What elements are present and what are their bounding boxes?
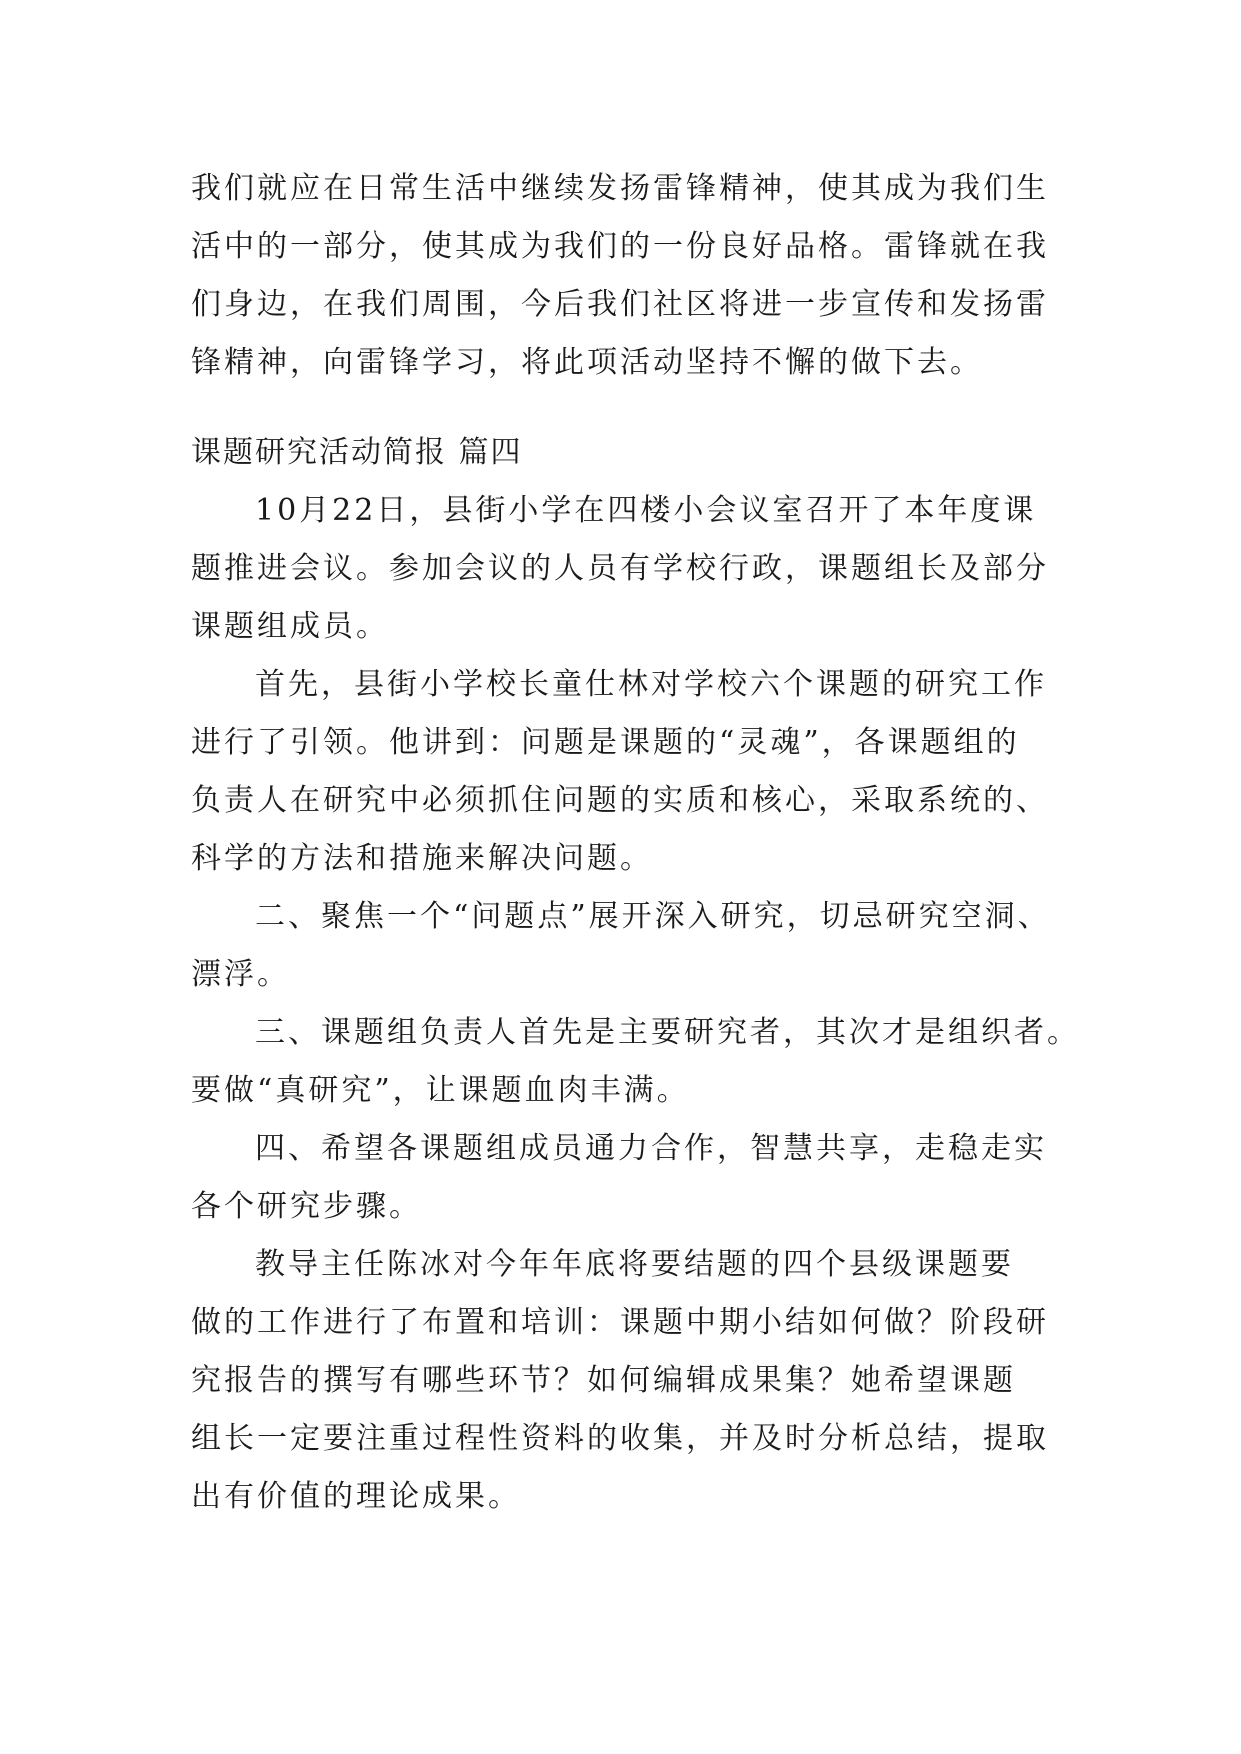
text-line: 二、聚焦一个“问题点”展开深入研究，切忌研究空洞、 <box>255 899 1051 934</box>
paragraph-meeting-intro <box>191 482 1071 656</box>
text-line: 各个研究步骤。 <box>191 1189 422 1224</box>
text-line: 四、希望各课题组成员通力合作，智慧共享，走稳走实 <box>255 1131 1047 1166</box>
section-title: 课题研究活动简报 篇四 <box>191 435 523 470</box>
text-line: 锋精神，向雷锋学习，将此项活动坚持不懈的做下去。 <box>191 345 983 380</box>
paragraph-principal-guidance <box>191 656 1071 888</box>
text-line: 做的工作进行了布置和培训：课题中期小结如何做？阶段研 <box>191 1305 1049 1340</box>
paragraph-point-four <box>191 1120 1071 1236</box>
text-line: 题推进会议。参加会议的人员有学校行政，课题组长及部分 <box>191 551 1049 586</box>
text-line: 活中的一部分，使其成为我们的一份良好品格。雷锋就在我 <box>191 229 1049 264</box>
intro-paragraph <box>191 160 1071 392</box>
paragraph-point-two <box>191 888 1071 1004</box>
text-line: 究报告的撰写有哪些环节？如何编辑成果集？她希望课题 <box>191 1363 1016 1398</box>
text-line: 三、课题组负责人首先是主要研究者，其次才是组织者。 <box>255 1015 1080 1050</box>
text-line: 出有价值的理论成果。 <box>191 1479 521 1514</box>
text-line: 漂浮。 <box>191 957 290 992</box>
paragraph-director-training <box>191 1236 1071 1526</box>
paragraph-point-three <box>191 1004 1080 1120</box>
text-line: 要做“真研究”，让课题血肉丰满。 <box>191 1073 690 1108</box>
text-line: 负责人在研究中必须抓住问题的实质和核心，采取系统的、 <box>191 783 1049 818</box>
text-line: 进行了引领。他讲到：问题是课题的“灵魂”，各课题组的 <box>191 725 1020 760</box>
text-line: 我们就应在日常生活中继续发扬雷锋精神，使其成为我们生 <box>191 171 1049 206</box>
text-line: 10月22日，县街小学在四楼小会议室召开了本年度课 <box>255 493 1037 528</box>
text-line: 们身边，在我们周围，今后我们社区将进一步宣传和发扬雷 <box>191 287 1049 322</box>
text-line: 首先，县街小学校长童仕林对学校六个课题的研究工作 <box>255 667 1047 702</box>
document-body <box>191 160 1080 1526</box>
section-spacer <box>191 392 1071 424</box>
text-line: 教导主任陈冰对今年年底将要结题的四个县级课题要 <box>255 1247 1014 1282</box>
text-line: 科学的方法和措施来解决问题。 <box>191 841 653 876</box>
text-line: 组长一定要注重过程性资料的收集，并及时分析总结，提取 <box>191 1421 1049 1456</box>
text-line: 课题组成员。 <box>191 609 389 644</box>
